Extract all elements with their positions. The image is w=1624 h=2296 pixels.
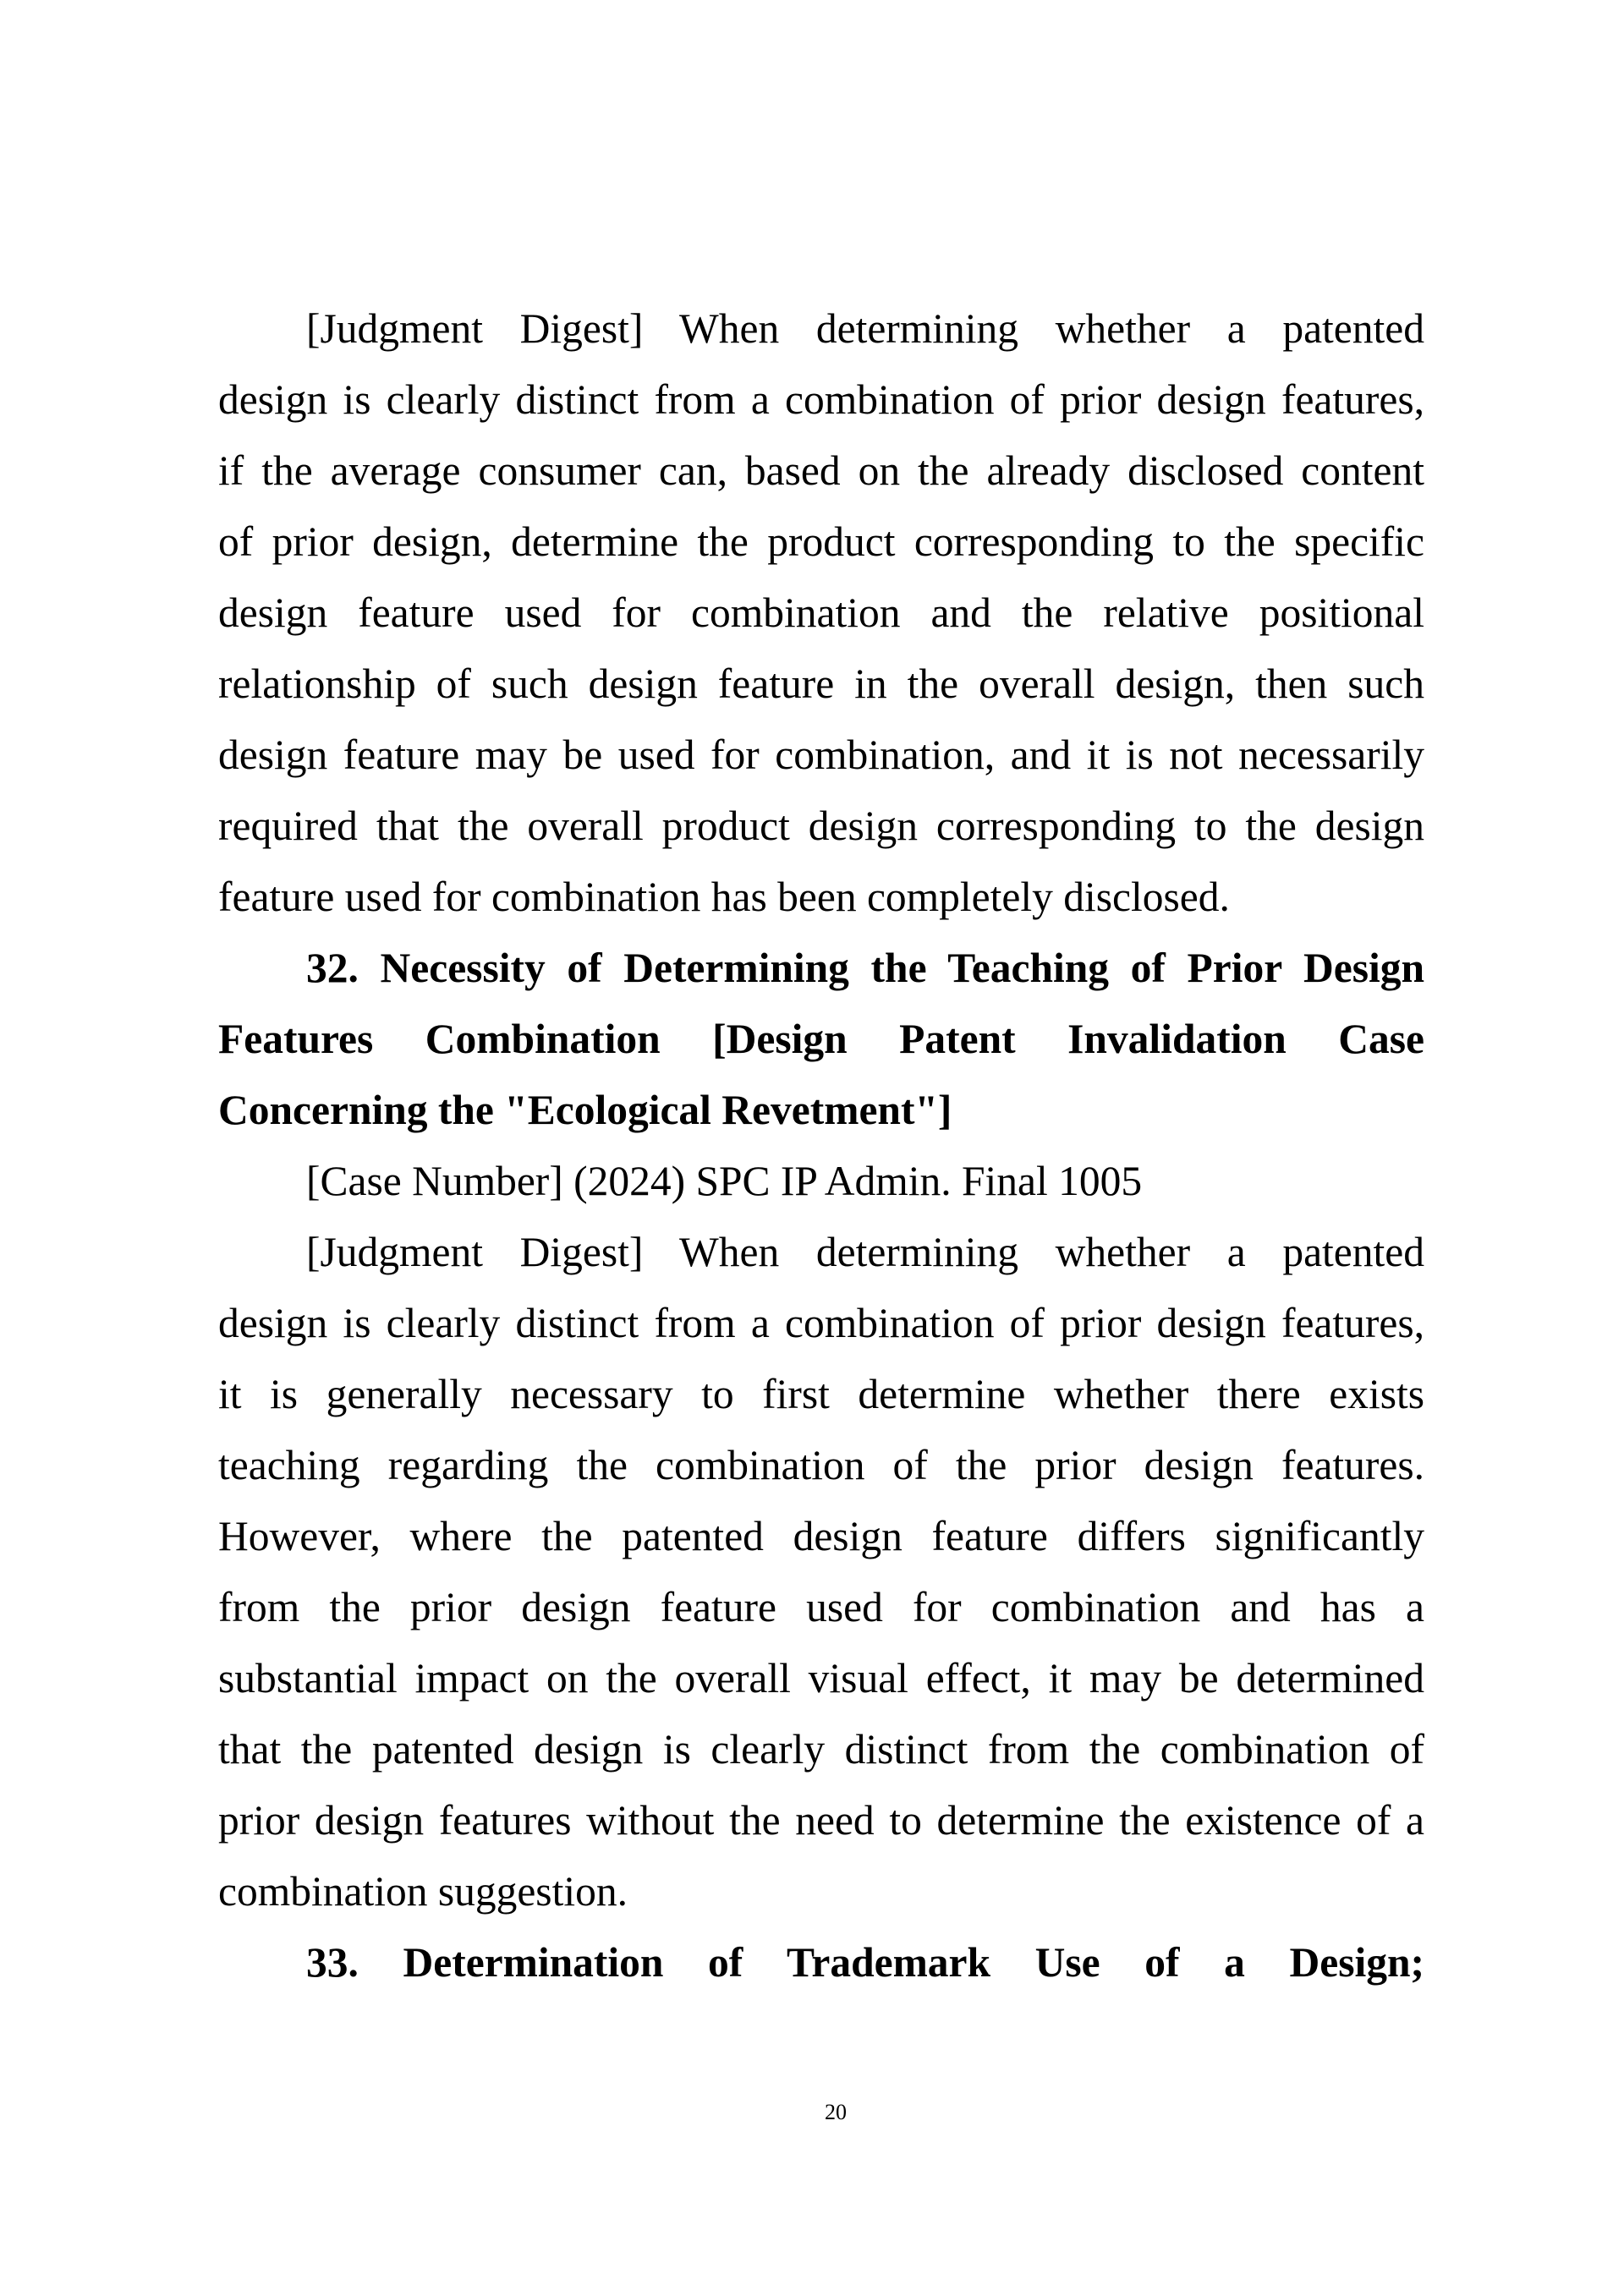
text-line: [Judgment Digest] When determining whether a patented: [306, 1229, 1424, 1275]
heading-line: 33. Determination of Trademark Use of a Design;: [306, 1939, 1424, 1986]
text-line: that the patented design is clearly distinct from the combination of: [218, 1726, 1424, 1773]
text-line: design is clearly distinct from a combination of prior design features,: [218, 1300, 1424, 1346]
heading-line: 32. Necessity of Determining the Teaching of Prior Design: [306, 945, 1424, 991]
text-line: design feature used for combination and the relative positional: [218, 589, 1424, 636]
text-line: [Case Number] (2024) SPC IP Admin. Final 1005: [306, 1158, 1143, 1204]
heading-line: Concerning the "Ecological Revetment"]: [218, 1087, 952, 1133]
text-line: of prior design, determine the product corresponding to the specific: [218, 518, 1424, 565]
text-line: feature used for combination has been completely disclosed.: [218, 874, 1230, 920]
text-line: prior design features without the need to determine the existence of a: [218, 1797, 1424, 1844]
page-number: 20: [825, 2100, 847, 2124]
text-line: [Judgment Digest] When determining whether a patented: [306, 305, 1424, 352]
text-line: relationship of such design feature in the overall design, then such: [218, 660, 1424, 707]
text-line: However, where the patented design feature differs significantly: [218, 1513, 1424, 1559]
text-line: from the prior design feature used for combination and has a: [218, 1584, 1424, 1630]
text-line: if the average consumer can, based on the already disclosed content: [218, 447, 1424, 494]
heading-line: Features Combination [Design Patent Invalidation Case: [218, 1016, 1424, 1062]
text-line: it is generally necessary to first determine whether there exists: [218, 1371, 1424, 1417]
text-line: required that the overall product design corresponding to the design: [218, 803, 1424, 849]
text-line: combination suggestion.: [218, 1868, 628, 1915]
text-line: design feature may be used for combination, and it is not necessarily: [218, 732, 1424, 778]
text-line: substantial impact on the overall visual effect, it may be determined: [218, 1655, 1424, 1701]
text-line: design is clearly distinct from a combination of prior design features,: [218, 376, 1424, 423]
text-line: teaching regarding the combination of the prior design features.: [218, 1442, 1424, 1488]
